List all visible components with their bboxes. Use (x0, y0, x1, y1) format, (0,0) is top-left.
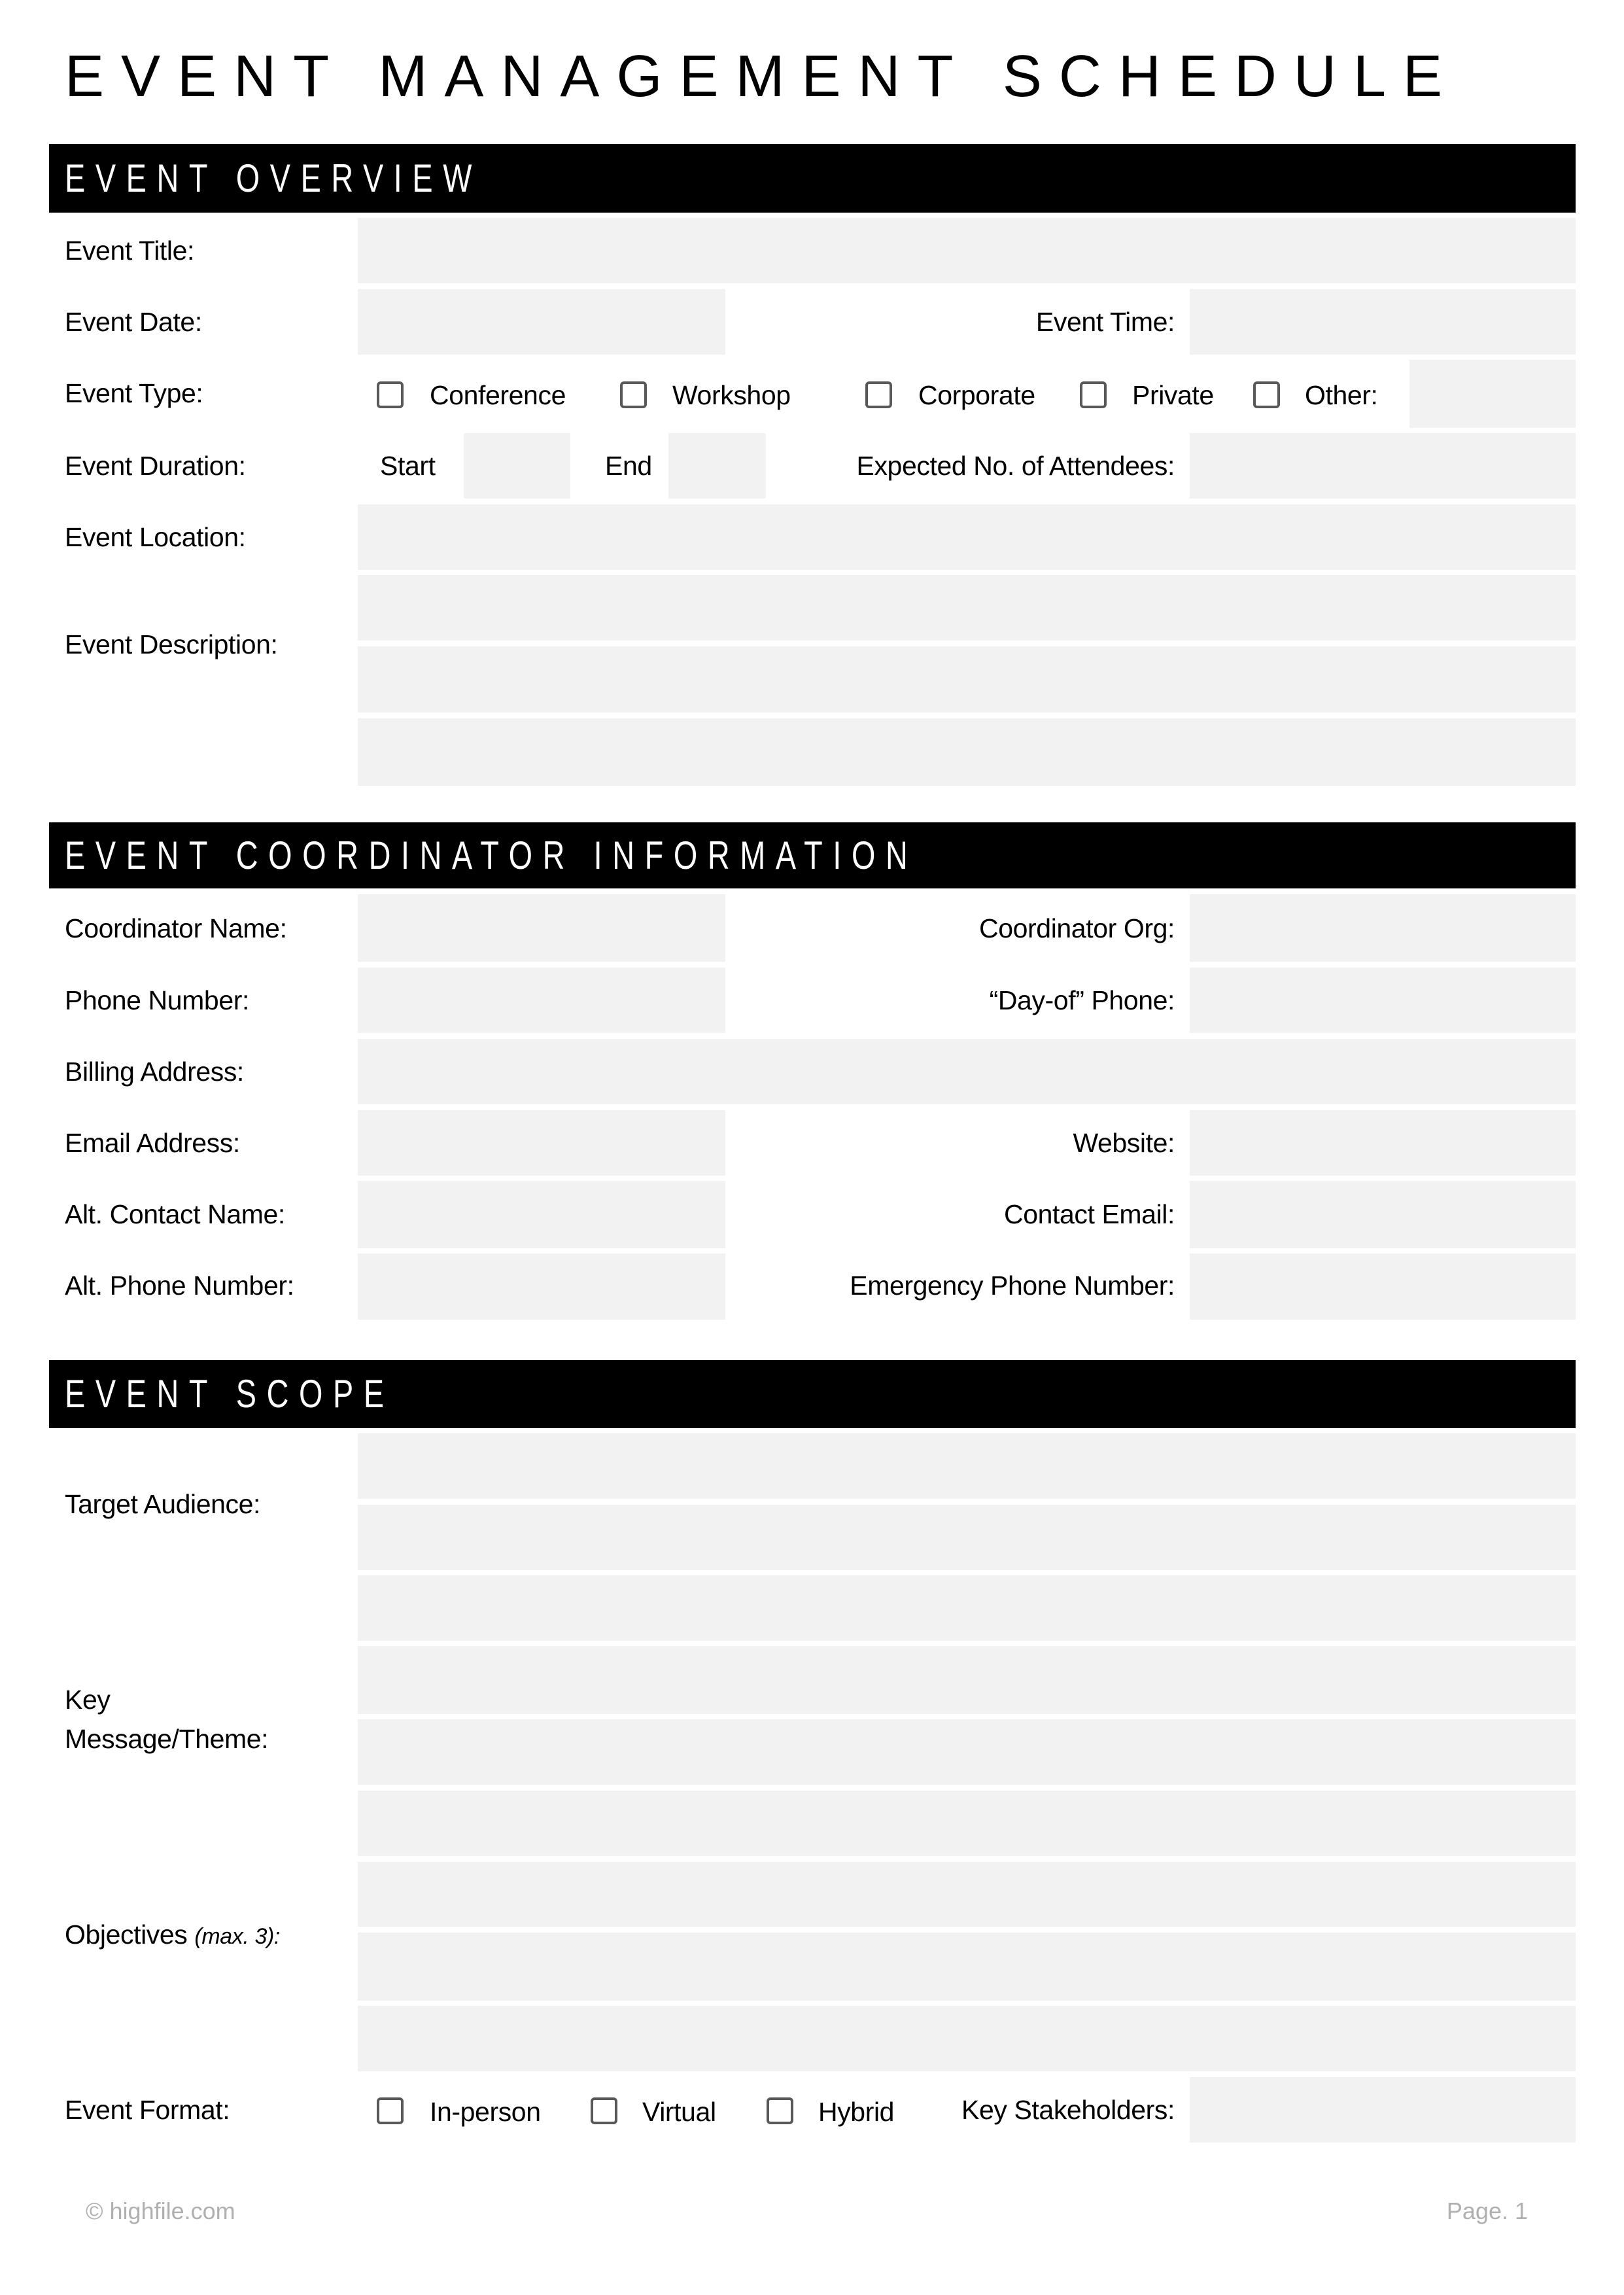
objectives-field-3[interactable] (358, 2006, 1576, 2071)
coordinator-org-field[interactable] (1190, 894, 1576, 962)
event-description-field-2[interactable] (358, 646, 1576, 712)
other-type-field[interactable] (1409, 360, 1576, 428)
event-description-field-3[interactable] (358, 718, 1576, 786)
website-field[interactable] (1190, 1110, 1576, 1176)
attendees-label: Expected No. of Attendees: (856, 451, 1175, 481)
emergency-phone-field[interactable] (1190, 1253, 1576, 1320)
event-type-label: Event Type: (65, 378, 203, 408)
end-field[interactable] (668, 433, 766, 499)
event-title-label: Event Title: (65, 236, 195, 266)
workshop-option-label: Workshop (672, 380, 791, 410)
hybrid-option-label: Hybrid (818, 2097, 895, 2127)
target-audience-label: Target Audience: (65, 1489, 261, 1519)
event-location-field[interactable] (358, 504, 1576, 570)
key-stakeholders-label: Key Stakeholders: (961, 2095, 1175, 2125)
coordinator-name-field[interactable] (358, 894, 725, 962)
objectives-note: (max. 3): (194, 1924, 280, 1949)
workshop-checkbox[interactable] (620, 381, 647, 408)
key-stakeholders-field[interactable] (1190, 2077, 1576, 2143)
section-header-label: EVENT COORDINATOR INFORMATION (65, 833, 918, 877)
contact-email-label: Contact Email: (1003, 1199, 1175, 1229)
key-message-label-line1: Key (65, 1685, 111, 1715)
alt-phone-number-label: Alt. Phone Number: (65, 1270, 294, 1301)
section-header-label: EVENT SCOPE (65, 1372, 394, 1416)
start-label: Start (380, 451, 436, 481)
event-duration-label: Event Duration: (65, 451, 246, 481)
footer-page-number: Page. 1 (1446, 2198, 1528, 2224)
other-checkbox[interactable] (1253, 381, 1280, 408)
event-location-label: Event Location: (65, 522, 246, 552)
event-description-field-1[interactable] (358, 575, 1576, 640)
hybrid-checkbox[interactable] (767, 2097, 793, 2124)
alt-phone-number-field[interactable] (358, 1253, 725, 1320)
event-format-label: Event Format: (65, 2095, 230, 2125)
private-option-label: Private (1132, 380, 1214, 410)
page-title: EVENT MANAGEMENT SCHEDULE (65, 44, 1459, 109)
corporate-checkbox[interactable] (865, 381, 892, 408)
objectives-label-text: Objectives (65, 1919, 188, 1950)
key-message-field-1[interactable] (358, 1646, 1576, 1714)
event-time-label: Event Time: (1035, 307, 1175, 337)
virtual-checkbox[interactable] (591, 2097, 617, 2124)
conference-option-label: Conference (430, 380, 566, 410)
other-option-label: Other: (1305, 380, 1378, 410)
event-title-field[interactable] (358, 218, 1576, 283)
event-date-label: Event Date: (65, 307, 202, 337)
day-of-phone-label: “Day-of” Phone: (989, 985, 1175, 1015)
target-audience-field-3[interactable] (358, 1575, 1576, 1641)
day-of-phone-field[interactable] (1190, 968, 1576, 1033)
objectives-label (65, 1919, 280, 1952)
objectives-field-1[interactable] (358, 1862, 1576, 1927)
start-field[interactable] (464, 433, 570, 499)
coordinator-org-label: Coordinator Org: (979, 913, 1175, 943)
section-header-event-overview (49, 144, 1576, 213)
event-description-label: Event Description: (65, 629, 278, 659)
phone-number-label: Phone Number: (65, 985, 249, 1015)
event-time-field[interactable] (1190, 289, 1576, 355)
in-person-checkbox[interactable] (377, 2097, 404, 2124)
alt-contact-name-label: Alt. Contact Name: (65, 1199, 285, 1229)
key-message-label-line2: Message/Theme: (65, 1724, 269, 1754)
target-audience-field-1[interactable] (358, 1433, 1576, 1499)
website-label: Website: (1073, 1128, 1175, 1158)
emergency-phone-label: Emergency Phone Number: (850, 1270, 1175, 1301)
section-header-coordinator-information (49, 822, 1576, 888)
footer-copyright: © highfile.com (86, 2198, 235, 2224)
phone-number-field[interactable] (358, 968, 725, 1033)
event-date-field[interactable] (358, 289, 725, 355)
section-header-event-scope (49, 1360, 1576, 1428)
key-message-field-3[interactable] (358, 1791, 1576, 1856)
objectives-field-2[interactable] (358, 1933, 1576, 2001)
section-header-label: EVENT OVERVIEW (65, 156, 482, 200)
key-message-field-2[interactable] (358, 1719, 1576, 1785)
target-audience-field-2[interactable] (358, 1505, 1576, 1570)
attendees-field[interactable] (1190, 433, 1576, 499)
virtual-option-label: Virtual (642, 2097, 716, 2127)
private-checkbox[interactable] (1080, 381, 1107, 408)
conference-checkbox[interactable] (377, 381, 404, 408)
email-address-field[interactable] (358, 1110, 725, 1176)
alt-contact-name-field[interactable] (358, 1181, 725, 1248)
end-label: End (605, 451, 652, 481)
contact-email-field[interactable] (1190, 1181, 1576, 1248)
email-address-label: Email Address: (65, 1128, 240, 1158)
billing-address-label: Billing Address: (65, 1057, 244, 1087)
in-person-option-label: In-person (430, 2097, 541, 2127)
coordinator-name-label: Coordinator Name: (65, 913, 287, 943)
billing-address-field[interactable] (358, 1039, 1576, 1104)
corporate-option-label: Corporate (918, 380, 1035, 410)
